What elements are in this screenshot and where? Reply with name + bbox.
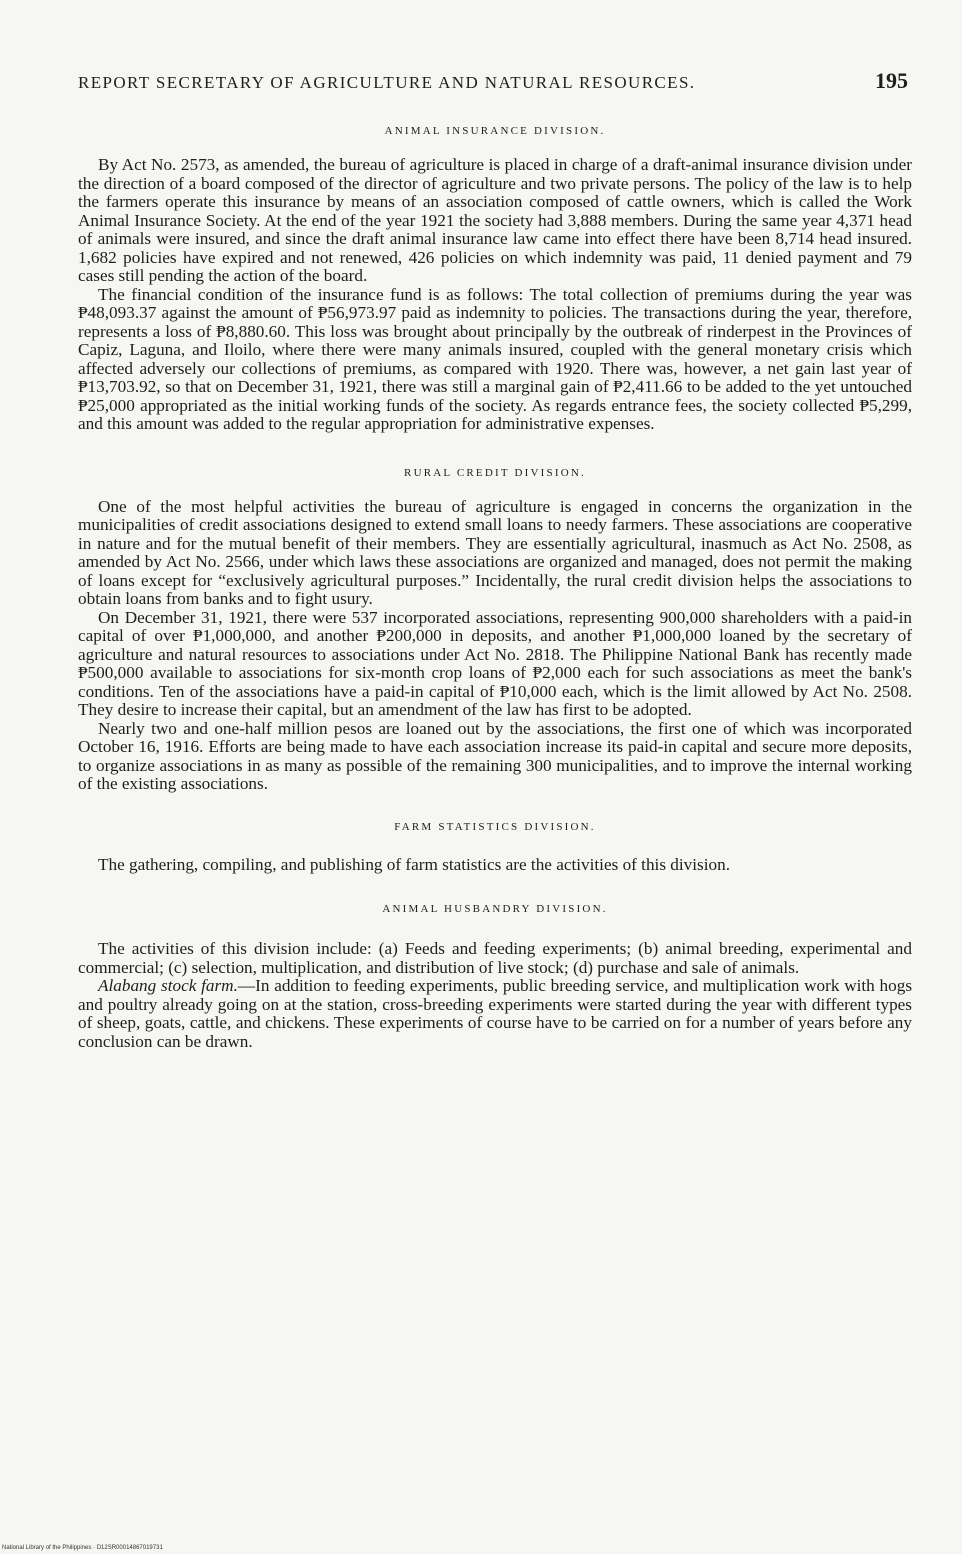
animal-husbandry-paragraph-1: The activities of this division include: (a) Feeds and feeding experiments; (b) animal breeding, experimental and commercial; (c) selection, multiplication, and distribution of live stock; (d) purchase and sale of animals.: [78, 939, 912, 977]
library-footer: National Library of the Philippines · D12SR00014867019731: [2, 1545, 163, 1551]
section-title-farm-statistics: FARM STATISTICS DIVISION.: [394, 820, 596, 833]
alabang-stock-farm-paragraph: [78, 977, 912, 1051]
section-title-rural-credit: RURAL CREDIT DIVISION.: [404, 466, 586, 479]
page-number: 195: [875, 68, 908, 93]
running-title: REPORT SECRETARY OF AGRICULTURE AND NATURAL RESOURCES.: [78, 73, 696, 92]
section-title-animal-husbandry: ANIMAL HUSBANDRY DIVISION.: [382, 903, 608, 915]
rural-credit-paragraph-2: On December 31, 1921, there were 537 incorporated associations, representing 900,000 shareholders with a paid-in capital of over ₱1,000,000, and another ₱200,000 in deposits, and another ₱1,000,000 loaned by the secretary of agriculture and natural resources to associations under Act No. 2818. The Philippine National Bank has recently made ₱500,000 available to associations for six-month crop loans of ₱2,000 each for such associations as meet the bank's conditions. Ten of the associations have a paid-in capital of ₱10,000 each, which is the limit allowed by Act No. 2508. They desire to increase their capital, but an amendment of the law has first to be adopted.: [78, 607, 912, 719]
alabang-stock-farm-heading: Alabang stock farm.: [98, 976, 238, 995]
document-page: [78, 58, 912, 1051]
animal-insurance-paragraph-1: By Act No. 2573, as amended, the bureau of agriculture is placed in charge of a draft-animal insurance division under the direction of a board composed of the director of agriculture and two private persons. The policy of the law is to help the farmers operate this insurance by means of an association composed of cattle owners, which is called the Work Animal Insurance Society. At the end of the year 1921 the society had 3,888 members. During the same year 4,371 head of animals were insured, and since the draft animal insurance law came into effect there have been 8,714 head insured. 1,682 policies have expired and not renewed, 426 policies on which indemnity was paid, 11 denied payment and 79 cases still pending the action of the board.: [78, 155, 912, 285]
farm-statistics-paragraph: The gathering, compiling, and publishing of farm statistics are the activities of this division.: [98, 854, 730, 874]
animal-insurance-paragraph-2: The financial condition of the insurance fund is as follows: The total collection of premiums during the year was ₱48,093.37 against the amount of ₱56,973.97 paid as indemnity to policies. The transactions during the year, therefore, represents a loss of ₱8,880.60. This loss was brought about principally by the outbreak of rinderpest in the Provinces of Capiz, Laguna, and Iloilo, where there were many animals insured, coupled with the general monetary crisis which affected adversely our collections of premiums, as compared with 1920. There was, however, a net gain last year of ₱13,703.92, so that on December 31, 1921, there was still a marginal gain of ₱2,411.66 to be added to the yet untouched ₱25,000 appropriated as the initial working funds of the society. As regards entrance fees, the society collected ₱5,299, and this amount was added to the regular appropriation for administrative expenses.: [78, 284, 912, 433]
rural-credit-paragraph-1: One of the most helpful activities the bureau of agriculture is engaged in concerns the organization in the municipalities of credit associations designed to extend small loans to needy farmers. These associations are cooperative in nature and for the mutual benefit of their members. They are essentially agricultural, inasmuch as Act No. 2508, as amended by Act No. 2566, under which laws these associations are organized and managed, does not permit the making of loans except for “exclusively agricultural purposes.” Incidentally, the rural credit division helps the associations to obtain loans from banks and to fight usury.: [78, 496, 912, 608]
section-title-animal-insurance: ANIMAL INSURANCE DIVISION.: [384, 125, 606, 137]
running-head: [78, 68, 912, 94]
alabang-stock-farm-text: —In addition to feeding experiments, public breeding service, and multiplication work with hogs and poultry already going on at the station, cross-breeding experiments were started during the year with different types of sheep, goats, cattle, and chickens. These experiments of course have to be carried on for a number of years before any conclusion can be drawn.: [78, 976, 913, 1051]
rural-credit-paragraph-3: Nearly two and one-half million pesos are loaned out by the associations, the first one of which was incorporated October 16, 1916. Efforts are being made to have each association increase its paid-in capital and secure more deposits, to organize associations in as many as possible of the remaining 300 municipalities, and to improve the internal working of the existing associations.: [78, 718, 912, 793]
